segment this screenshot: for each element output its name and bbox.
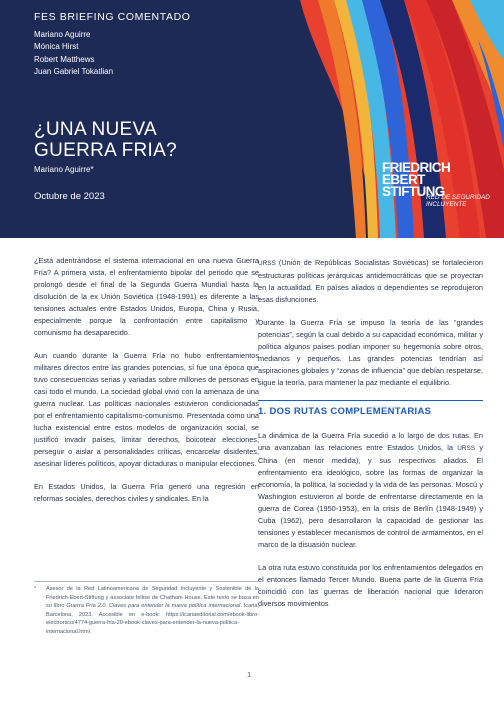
paragraph-text: La dinámica de la Guerra Fría sucedió a lo largo de dos rutas. En una avanzaban las relaciones entre Estados Unidos, la: [258, 431, 483, 452]
logo-line: STIFTUNG: [382, 184, 445, 199]
footnote-mark: *: [34, 586, 37, 592]
section-heading: 1. DOS RUTAS COMPLEMENTARIAS: [258, 406, 432, 417]
author-name: Mariano Aguirre: [34, 30, 91, 39]
paragraph-text: y China (en menor medida), y sus respectivos aliados. El enfrentamiento era ideológico, sobre las formas de organizar la economía, la política, la sociedad y la vida de las personas. Moscú y Washington estuvieron al borde de enfrentarse directamente en la guerra de Corea (1950-1953), en la crisis de Berlín (1948-1949) y Cuba (1962), pero desarrollaron la capacidad de gestionar las tensiones y establecer mecanismos de control de armamentos, en el marco de la disuasión nuclear.: [258, 443, 483, 549]
paragraph: La otra ruta estuvo constituida por los enfrentamientos delegados en el entonces llamado Tercer Mundo. Buena parte de la Guerra Fría coincidió con las guerras de liberación nacional que lideraron diversos movimientos: [258, 563, 483, 608]
right-column: [258, 257, 483, 621]
abbreviation: URSS: [258, 260, 276, 267]
logo-line: EBERT: [382, 172, 425, 187]
paragraph: [258, 257, 483, 306]
footnote-text-part: . Icaria, Barcelona, 2023. Accesible en e-book: https://icariaeditorial.com/ebook-libro-electronico/4774-guerra-fria-20-ebook-claves-para-entender-la-nueva-politica-internacional.html: [46, 603, 259, 635]
document-title: [34, 119, 177, 161]
paragraph: [258, 430, 483, 551]
paragraph: Durante la Guerra Fría se impuso la teoría de las “grandes potencias”, según la cual debido a su capacidad económica, militar y política algunos países podían imponer su hegemonía sobre otros, medianos y pequeños. Las grandes potencias tendrían así aspiraciones globales y “zonas de influencia” que debían respetarse, sigue la teoría, para mantener la paz mediante el equilibrio.: [258, 318, 483, 387]
series-label: FES BRIEFING COMENTADO: [34, 11, 191, 23]
paragraph: Aun cuando durante la Guerra Fría no hubo enfrentamientos militares directos entre las grandes potencias, sí fue una época que tuvo consecuencias serias y variadas sobre millones de personas en casi todo el mundo. La sociedad global vivió con la amenaza de una guerra nuclear. Las políticas nacionales estuvieron condicionadas por el enfrentamiento capitalismo-comunismo. Presentada como una lucha existencial entre estos modelos de organización social, se justificó invadir países, limitar derechos, boicotear elecciones, perseguir o aislar a personalidades críticas, encarcelar disidentes, asesinar líderes políticos, apoyar dictaduras o manipular elecciones.: [34, 351, 259, 468]
logo-subtitle-line: INCLUYENTE: [426, 201, 467, 209]
author-name: Robert Matthews: [34, 54, 95, 64]
footnote-text-part: Asesor de la Red Latinoamericana de Seguridad Incluyente y Sostenible de la Friedrich-Ebert-Stiftung y associate fellow de Chatham House. Este texto se basa en su libro: [46, 586, 259, 610]
author-name: Juan Gabriel Tokatlian: [34, 66, 114, 76]
author-name: Mónica Hirst: [34, 42, 79, 52]
footnote-text: [46, 585, 259, 637]
book-title: Guerra Fría 2.0. Claves para entender la nueva política internacional: [66, 603, 241, 610]
paragraph: ¿Está adentrándose el sistema internacional en una nueva Guerra Fría? A primera vista, el enfrentamiento bipolar del periodo que se prolongó desde el final de la Segunda Guerra Mundial hasta la disolución de la ex Unión Soviética (1948-1991) es diferente a las tensiones actuales entre Estados Unidos, Europa, China y Rusia, especialmente porque la confrontación entre capitalismo y comunismo ha desaparecido.: [34, 256, 259, 337]
paragraph-text: (Unión de Repúblicas Socialistas Soviéticas) se fortalecieron estructuras políticas jerárquicas antidemocráticas que se proyectan en la actualidad. En países aliados o dependientes se reprodujeron esas disfunciones.: [258, 258, 483, 304]
section-header: [258, 400, 483, 418]
logo-subtitle-line: RED DE SEGURIDAD: [426, 194, 490, 201]
title-line: GUERRA FRIA?: [34, 140, 177, 161]
byline: Mariano Aguirre*: [34, 165, 94, 174]
fes-logo: [382, 160, 490, 209]
abbreviation: URSS: [457, 445, 476, 452]
publication-date: Octubre de 2023: [34, 191, 105, 202]
paragraph: En Estados Unidos, la Guerra Fría generó una regresión en reformas sociales, derechos civiles y sindicales. En la: [34, 482, 259, 503]
page-number: 1: [247, 670, 252, 679]
author-list: [34, 29, 113, 78]
cover-panel: [0, 0, 504, 238]
title-line: ¿UNA NUEVA: [34, 119, 158, 140]
logo-subtitle: [426, 194, 490, 209]
left-column: [34, 255, 259, 516]
footnote: [34, 581, 259, 637]
logo-line: FRIEDRICH: [382, 160, 451, 175]
